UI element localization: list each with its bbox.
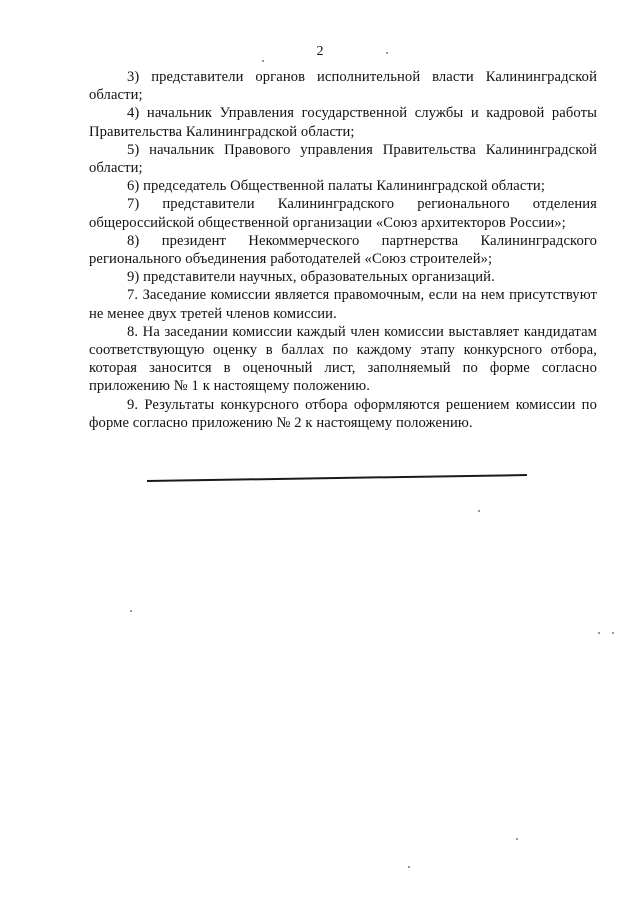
scan-speck (386, 52, 388, 54)
list-item-6: 6) председатель Общественной палаты Калининградской области; (127, 178, 545, 195)
document-body (89, 68, 597, 432)
scan-speck (408, 866, 410, 868)
clause-8: 8. На заседании комиссии каждый член комиссии выставляет кандидатам соответствующую оценку в баллах по каждому этапу конкурсного отбора, которая заносится в оценочный лист, заполняемый по форме согласно приложению № 1 к настоящему положению. (89, 323, 597, 395)
closing-rule (147, 474, 527, 482)
scan-speck (478, 510, 480, 512)
scan-speck (130, 610, 132, 612)
list-item-7: 7) представители Калининградского регионального отделения общероссийской общественной организации «Союз архитекторов России»; (89, 196, 597, 231)
scan-speck (598, 632, 600, 634)
list-item-8: 8) президент Некоммерческого партнерства Калининградского регионального объединения работодателей «Союз строителей»; (89, 232, 597, 268)
clause-9: 9. Результаты конкурсного отбора оформляются решением комиссии по форме согласно приложению № 2 к настоящему положению. (89, 396, 597, 431)
scan-speck (262, 60, 264, 62)
list-item-4: 4) начальник Управления государственной службы и кадровой работы Правительства Калининградской области; (89, 105, 597, 140)
page-number: 2 (316, 44, 324, 59)
scan-speck (612, 632, 614, 634)
clause-7: 7. Заседание комиссии является правомочным, если на нем присутствуют не менее двух третей членов комиссии. (89, 287, 597, 322)
list-item-3: 3) представители органов исполнительной власти Калининградской области; (89, 69, 597, 104)
list-item-9: 9) представители научных, образовательных организаций. (127, 269, 495, 286)
list-item-5: 5) начальник Правового управления Правительства Калининградской области; (89, 141, 597, 177)
scan-speck (516, 838, 518, 840)
